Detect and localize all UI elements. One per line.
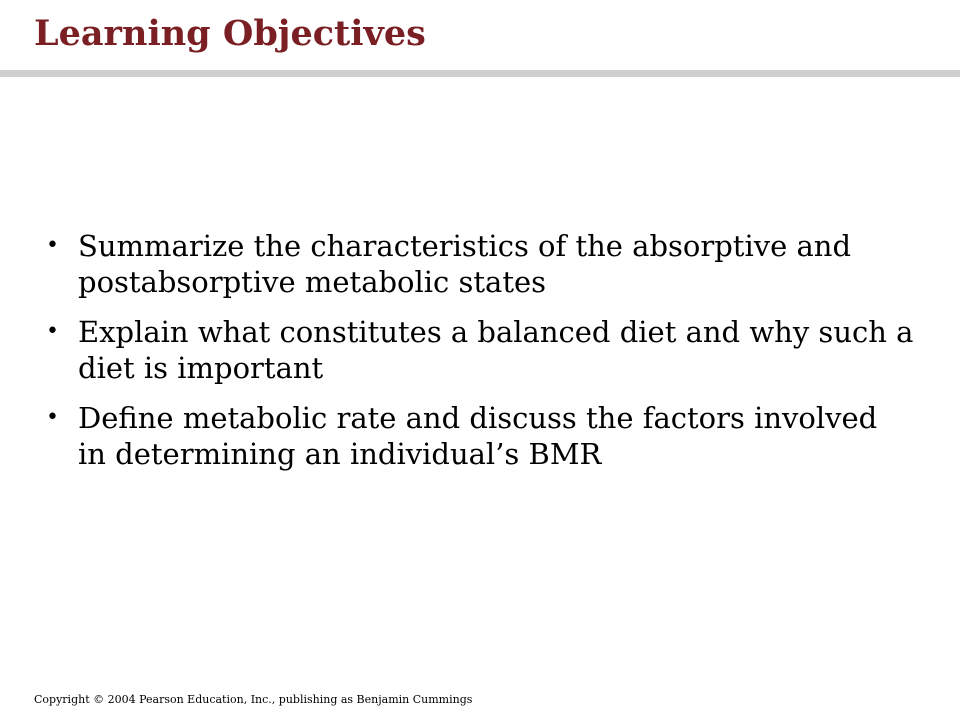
bullet-text: Explain what constitutes a balanced diet and why such a diet is important <box>78 315 914 385</box>
bullet-item <box>34 314 914 386</box>
title-divider <box>0 70 960 77</box>
bullet-dot-icon: • <box>46 319 59 344</box>
slide-title: Learning Objectives <box>34 13 426 54</box>
bullet-item <box>34 228 914 300</box>
bullet-list <box>34 228 914 486</box>
bullet-text: Summarize the characteristics of the absorptive and postabsorptive metabolic states <box>78 229 852 299</box>
bullet-dot-icon: • <box>46 405 59 430</box>
bullet-dot-icon: • <box>46 233 59 258</box>
bullet-item <box>34 400 914 472</box>
copyright-footer: Copyright © 2004 Pearson Education, Inc., publishing as Benjamin Cummings <box>34 693 473 706</box>
bullet-text: Define metabolic rate and discuss the factors involved in determining an individual’s BMR <box>78 401 878 471</box>
